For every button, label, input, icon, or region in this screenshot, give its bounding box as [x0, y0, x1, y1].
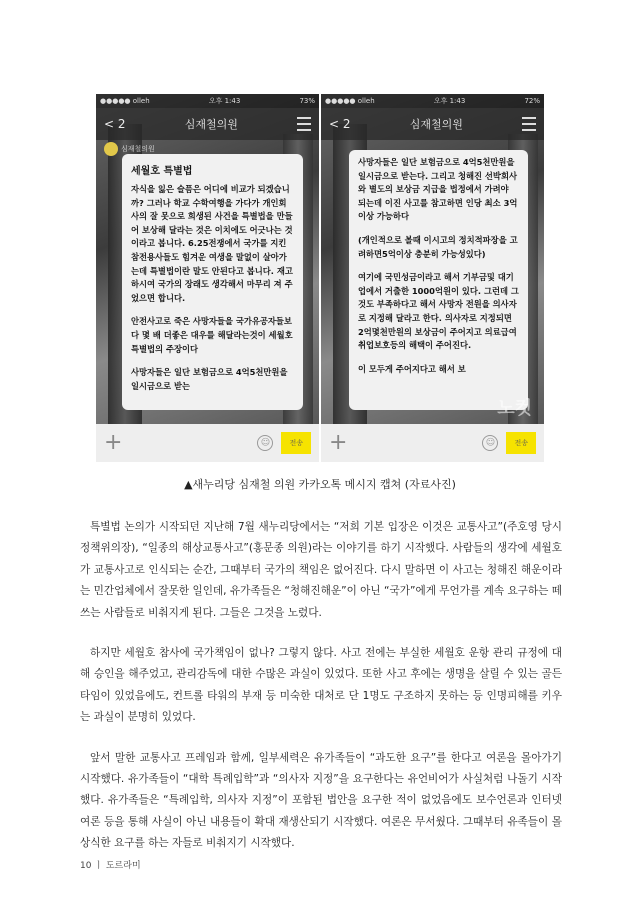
plus-icon[interactable]: + [329, 430, 348, 455]
back-button[interactable]: < 2 [104, 117, 126, 131]
message-paragraph: (개인적으로 볼때 이시고의 정치적파장을 고려하면5억이상 충분히 가능성있다) [358, 234, 518, 259]
message-paragraph: 안전사고로 죽은 사망자들을 국가유공자들보다 몇 배 더좋은 대우를 해달라는것이 세월호 특별법의 주장이다 [131, 316, 293, 354]
avatar[interactable] [104, 142, 118, 156]
message-paragraph: 사망자들은 일단 보험금으로 4억5천만원을 일시금으로 받는다. 그리고 청해진 선박회사와 별도의 보상금 지급을 법정에서 가려야 되는데 이진 사고를 참고하면 인당 최소 3억 이상 가능하다 [358, 157, 518, 222]
back-button[interactable]: < 2 [329, 117, 351, 131]
article-paragraph: 특별법 논의가 시작되던 지난해 7월 새누리당에서는 “저희 기본 입장은 이것은 교통사고”(주호영 당시 정책위의장), “일종의 해상교통사고”(홍문종 의원)라는 이야기를 하기 시작했다. 사람들의 생각에 세월호가 교통사고로 인식되는 순간, 그때부터 국가의 책임은 없어진다. 다시 말하면 이 사고는 청해진 해운이라는 민간업체에서 잘못한 일인데, 유가족들은 “청해진해운”이 아닌 “국가”에게 무언가를 계속 요구하는 떼쓰는 사람들로 비춰지게 된다. 그들은 그것을 노렸다. [80, 521, 562, 619]
send-button[interactable]: 전송 [281, 432, 311, 454]
input-actions [257, 432, 311, 454]
status-time: 오후 1:43 [433, 97, 466, 105]
input-bar [321, 424, 544, 462]
chat-navbar [321, 108, 544, 140]
carrier-label: ●●●●● olleh [100, 97, 150, 105]
right-phone-screen [321, 94, 544, 462]
kakaotalk-screenshot-figure [96, 94, 544, 462]
sender-name: 심재철의원 [121, 145, 155, 153]
status-bar [96, 94, 319, 108]
page-footer: 10 ㅣ 도르라미 [80, 861, 141, 871]
emoticon-icon[interactable]: ☺ [257, 435, 273, 451]
chat-title: 심재철의원 [184, 118, 238, 131]
carrier-label: ●●●●● olleh [325, 97, 375, 105]
chat-navbar [96, 108, 319, 140]
input-bar [96, 424, 319, 462]
emoticon-icon[interactable]: ☺ [482, 435, 498, 451]
plus-icon[interactable]: + [104, 430, 123, 455]
input-actions [482, 432, 536, 454]
menu-icon[interactable] [297, 117, 311, 131]
battery-label: 73% [299, 97, 315, 105]
send-button[interactable]: 전송 [506, 432, 536, 454]
message-paragraph: 사망자들은 일단 보험금으로 4억5천만원을 일시금으로 받는 [131, 367, 288, 391]
article-body [80, 517, 562, 874]
message-paragraph: 자식을 잃은 슬픔은 어디에 비교가 되겠습니까? 그러나 학교 수학여행을 가다가 개인회사의 잘 못으로 희생된 사건을 특별법을 만들어 보상해 달라는 것은 이치에도 어긋나는 것이라고 봅니다. 6.25전쟁에서 국가를 지킨 참전용사들도 힘겨운 여생을 말없이 살아가는데 특별법이란 말도 안된다고 봅니다. 재고하시여 국가의 장래도 생각해서 마무리 져 주었으면 합니다. [131, 184, 293, 303]
article-paragraph: 하지만 세월호 참사에 국가책임이 없나? 그렇지 않다. 사고 전에는 부실한 세월호 운항 관리 규정에 대해 승인을 해주었고, 관리감독에 대한 수많은 과실이 있었다. 또한 사고 후에는 생명을 살릴 수 있는 골든타임이 있었음에도, 컨트롤 타워의 부재 등 미숙한 대처로 단 1명도 구조하지 못하는 등 인명피해를 키우는 과실이 분명히 있었다. [80, 647, 562, 724]
message-bubble [122, 154, 303, 410]
message-paragraph: 여기에 국민성금이라고 해서 기부금및 대기업에서 거출한 1000억원이 있다. 그런데 그것도 부족하다고 해서 사망자 전원을 의사자로 지정해 달라고 한다. 의사자로 지정되면 2억몇천만원의 보상금이 주어지고 의료급여 취업보호등의 해택이 주어진다. [358, 272, 519, 351]
figure-caption: ▲새누리당 심재철 의원 카카오톡 메시지 캡쳐 (자료사진) [184, 478, 456, 491]
message-title: 세월호 특별법 [131, 166, 193, 177]
article-paragraph: 앞서 말한 교통사고 프레임과 함께, 일부세력은 유가족들이 “과도한 요구”를 한다고 여론을 몰아가기 시작했다. 유가족들이 “대학 특례입학”과 “의사자 지정”을 요구한다는 유언비어가 사실처럼 나돌기 시작했다. 유가족들은 “특례입학, 의사자 지정”이 포함된 법안을 요구한 적이 없었음에도 보수언론과 인터넷 여론 등을 통해 사실이 아닌 내용들이 확대 재생산되기 시작했다. 여론은 무서웠다. 그때부터 유족들이 몰상식한 요구를 하는 자들로 비춰지기 시작했다. [80, 751, 562, 850]
menu-icon[interactable] [522, 117, 536, 131]
message-paragraph: 이 모두게 주어지다고 해서 보 [358, 363, 466, 374]
chat-title: 심재철의원 [409, 118, 463, 131]
left-phone-screen [96, 94, 319, 462]
status-bar [321, 94, 544, 108]
battery-label: 72% [524, 97, 540, 105]
status-time: 오후 1:43 [208, 97, 241, 105]
message-bubble [349, 150, 528, 410]
watermark: 노컷 [497, 398, 532, 419]
